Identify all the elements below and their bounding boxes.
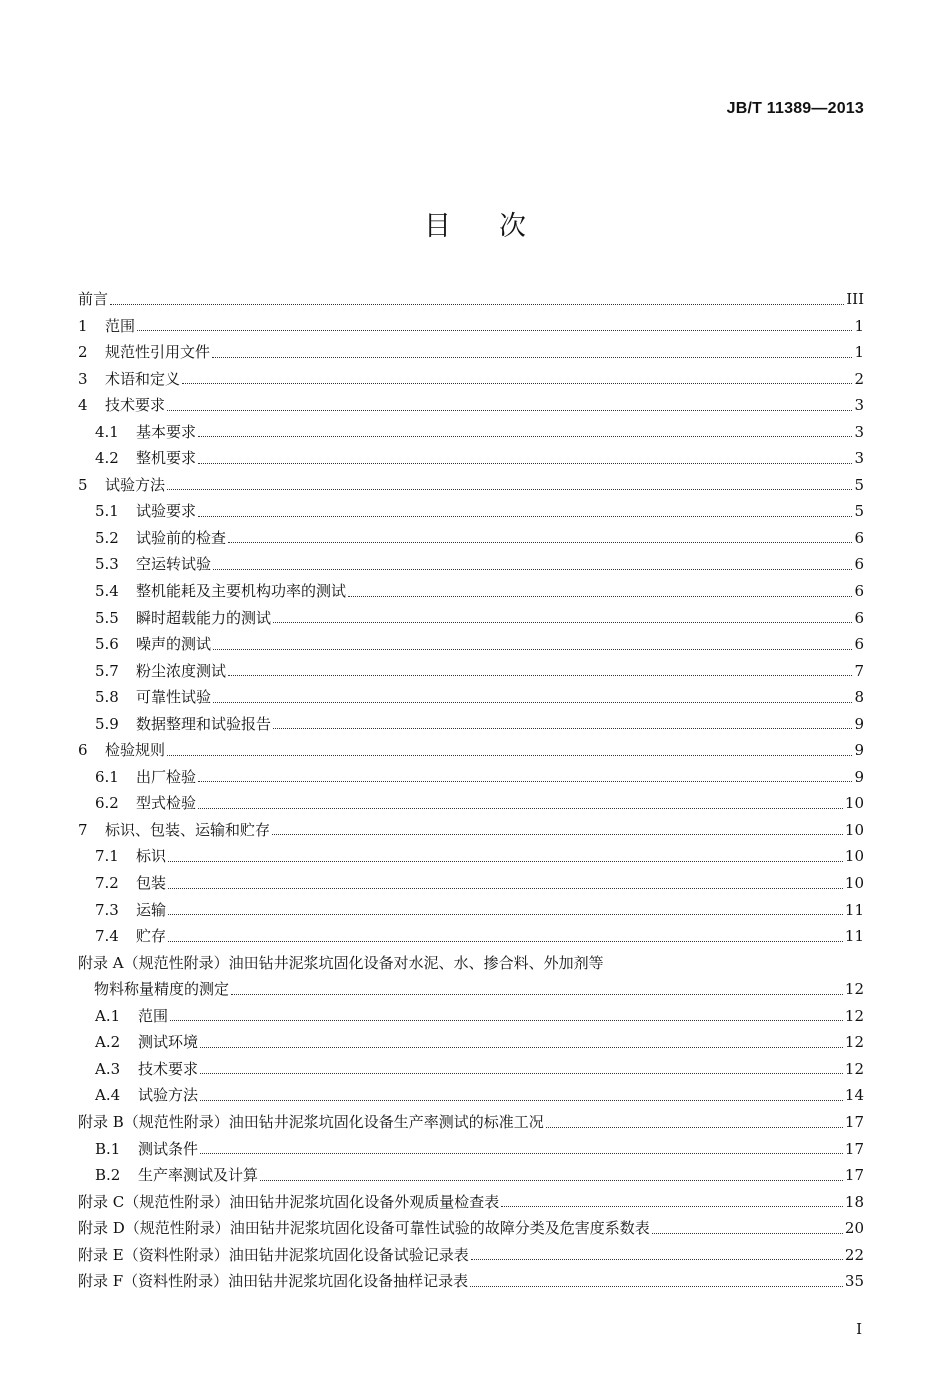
toc-entry[interactable] [78,1268,864,1295]
toc-entry-number: 4.1 [95,422,119,441]
toc-entry[interactable] [78,631,864,658]
toc-entry-number: 5.1 [95,502,119,521]
toc-entry-label: 试验要求 [136,502,197,521]
toc-entry-page: 12 [844,1033,864,1052]
toc-leader-dots [200,1099,843,1101]
toc-entry-page: 12 [844,1006,864,1025]
toc-entry-label: 标识、包装、运输和贮存 [105,820,271,839]
toc-entry-label: 出厂检验 [136,767,197,786]
toc-entry-page: 1 [854,343,864,362]
toc-entry[interactable] [78,498,864,525]
toc-entry-label: 测试环境 [138,1033,199,1052]
toc-entry[interactable] [78,419,864,446]
toc-leader-dots [273,727,852,729]
toc-leader-dots [198,780,852,782]
toc-leader-dots [170,1019,843,1021]
toc-entry-label: 噪声的测试 [136,635,212,654]
toc-entry-label: 附录 D（规范性附录）油田钻井泥浆坑固化设备可靠性试验的故障分类及危害度系数表 [78,1219,650,1238]
toc-leader-dots [110,303,844,305]
toc-entry-page: III [846,290,864,308]
toc-entry-number: 5.2 [95,528,119,547]
toc-entry[interactable] [78,764,864,791]
toc-leader-dots [168,860,843,862]
toc-entry[interactable] [78,817,864,844]
toc-entry[interactable] [78,711,864,738]
toc-leader-dots [167,409,852,411]
toc-entry-number: 5.3 [95,555,119,574]
toc-entry-label: 术语和定义 [105,369,181,388]
toc-entry-page: 3 [854,396,864,415]
toc-entry-page: 5 [854,502,864,521]
toc-leader-dots [168,887,843,889]
toc-entry-number: 7.1 [95,847,119,866]
toc-entry[interactable] [78,525,864,552]
toc-entry-page: 22 [844,1245,864,1264]
toc-leader-dots [272,833,843,835]
toc-entry-label: 生产率测试及计算 [138,1166,259,1185]
toc-leader-dots [231,993,843,995]
toc-entry-number: 6 [78,741,88,760]
toc-leader-dots [228,674,852,676]
toc-leader-dots [213,648,852,650]
toc-entry-label: 检验规则 [105,741,166,760]
toc-entry-label: 前言 [78,290,109,308]
toc-leader-dots [198,462,852,464]
toc-leader-dots [652,1232,843,1234]
toc-entry-label: 运输 [136,900,167,919]
toc-entry-number: 5.7 [95,661,119,680]
toc-entry[interactable] [78,392,864,419]
toc-entry-page: 8 [854,688,864,707]
toc-entry-label: 附录 F（资料性附录）油田钻井泥浆坑固化设备抽样记录表 [78,1272,469,1291]
toc-entry[interactable] [78,578,864,605]
toc-entry-label: 瞬时超载能力的测试 [136,608,272,627]
toc-entry-number: 5.4 [95,582,119,601]
toc-leader-dots [213,701,852,703]
toc-entry-label: 附录 E（资料性附录）油田钻井泥浆坑固化设备试验记录表 [78,1245,469,1264]
toc-entry-number: 5.6 [95,635,119,654]
toc-entry-number: 2 [78,343,88,362]
toc-entry-page: 3 [854,422,864,441]
toc-entry-page: 9 [854,714,864,733]
page-number: I [856,1320,862,1338]
toc-entry[interactable] [78,1189,864,1216]
toc-entry-number: 7 [78,820,88,839]
toc-entry[interactable] [78,684,864,711]
toc-entry-page: 6 [854,555,864,574]
toc-entry-page: 18 [844,1192,864,1211]
toc-leader-dots [200,1152,843,1154]
toc-entry-number: B.1 [95,1139,121,1158]
toc-leader-dots [168,940,843,942]
toc-entry-page: 14 [844,1086,864,1105]
toc-entry[interactable] [78,658,864,685]
toc-entry-page: 17 [844,1166,864,1185]
toc-entry[interactable] [78,366,864,393]
toc-entry[interactable] [78,1162,864,1189]
toc-entry-page: 9 [854,767,864,786]
toc-entry-page: 10 [844,874,864,893]
toc-entry-label: 粉尘浓度测试 [136,661,227,680]
toc-entry-page: 2 [854,369,864,388]
toc-entry-label: 标识 [136,847,167,866]
toc-entry-page: 6 [854,528,864,547]
toc-leader-dots [348,595,852,597]
toc-entry-number: 4.2 [95,449,119,468]
toc-entry-label: 测试条件 [138,1139,199,1158]
toc-entry[interactable] [78,1056,864,1083]
toc-entry-page: 20 [844,1219,864,1238]
toc-entry[interactable] [78,870,864,897]
toc-entry-number: 5.8 [95,688,119,707]
toc-entry-number: 7.2 [95,874,119,893]
toc-entry[interactable] [78,445,864,472]
toc-leader-dots [198,807,843,809]
table-of-contents [78,286,864,1295]
toc-entry-label: 型式检验 [136,794,197,813]
toc-entry[interactable] [78,1029,864,1056]
toc-entry-number: 5.9 [95,714,119,733]
toc-entry-number: B.2 [95,1166,121,1185]
toc-entry-label: 附录 C（规范性附录）油田钻井泥浆坑固化设备外观质量检查表 [78,1192,500,1211]
toc-leader-dots [168,913,843,915]
toc-entry[interactable] [78,1242,864,1269]
toc-entry-page: 6 [854,635,864,654]
toc-entry-page: 17 [844,1112,864,1131]
toc-entry-page: 11 [844,927,864,946]
toc-entry-number: 6.1 [95,767,119,786]
toc-entry[interactable] [78,976,864,1003]
toc-entry-number: 7.4 [95,927,119,946]
toc-entry-number: 7.3 [95,900,119,919]
toc-entry-number: A.2 [95,1033,121,1052]
toc-entry-page: 3 [854,449,864,468]
toc-entry[interactable] [78,286,864,313]
toc-leader-dots [198,515,852,517]
toc-entry-label: 整机能耗及主要机构功率的测试 [136,582,347,601]
toc-entry-page: 10 [844,794,864,813]
toc-entry[interactable] [78,605,864,632]
toc-leader-dots [228,541,852,543]
toc-entry-label: 附录 B（规范性附录）油田钻井泥浆坑固化设备生产率测试的标准工况 [78,1112,544,1131]
toc-entry[interactable] [78,950,864,977]
toc-entry-label: 技术要求 [105,396,166,415]
toc-entry-label: 技术要求 [138,1059,199,1078]
toc-leader-dots [213,568,852,570]
toc-leader-dots [182,382,852,384]
toc-entry-label: 试验前的检查 [136,528,227,547]
toc-entry-page: 12 [844,1059,864,1078]
toc-entry-label: 整机要求 [136,449,197,468]
toc-entry-number: 1 [78,316,88,335]
toc-entry-number: 4 [78,396,88,415]
toc-entry[interactable] [78,1109,864,1136]
toc-leader-dots [546,1126,843,1128]
toc-entry[interactable] [78,737,864,764]
toc-entry-page: 10 [844,847,864,866]
toc-entry[interactable] [78,472,864,499]
toc-entry-page: 17 [844,1139,864,1158]
toc-entry-label: 基本要求 [136,422,197,441]
toc-leader-dots [198,435,852,437]
toc-entry-page: 6 [854,582,864,601]
toc-entry-number: 5 [78,475,88,494]
toc-entry[interactable] [78,313,864,340]
toc-entry-label: 物料称量精度的测定 [94,980,230,999]
toc-leader-dots [471,1258,843,1260]
toc-entry-label: 附录 A（规范性附录）油田钻井泥浆坑固化设备对水泥、水、掺合料、外加剂等 [78,953,604,972]
toc-entry[interactable] [78,923,864,950]
toc-leader-dots [212,356,852,358]
toc-leader-dots [273,621,852,623]
toc-entry-label: 范围 [138,1006,169,1025]
toc-leader-dots [501,1205,843,1207]
toc-entry-number: 6.2 [95,794,119,813]
toc-entry-page: 9 [854,741,864,760]
toc-entry-label: 数据整理和试验报告 [136,714,272,733]
toc-entry-label: 包装 [136,874,167,893]
toc-entry[interactable] [78,843,864,870]
toc-entry[interactable] [78,339,864,366]
toc-entry-number: 3 [78,369,88,388]
toc-entry-page: 5 [854,475,864,494]
toc-entry[interactable] [78,1082,864,1109]
toc-entry-label: 可靠性试验 [136,688,212,707]
toc-entry[interactable] [78,551,864,578]
toc-entry-page: 1 [854,316,864,335]
toc-entry-number: A.1 [95,1006,121,1025]
toc-leader-dots [200,1072,843,1074]
toc-entry[interactable] [78,1215,864,1242]
toc-entry-label: 范围 [105,316,136,335]
toc-entry-number: 5.5 [95,608,119,627]
page-title: 目次 [424,211,574,242]
toc-entry-page: 11 [844,900,864,919]
toc-entry-page: 12 [844,980,864,999]
toc-leader-dots [470,1285,843,1287]
toc-entry-label: 试验方法 [105,475,166,494]
toc-entry-number: A.4 [95,1086,121,1105]
toc-leader-dots [167,488,852,490]
toc-entry-label: 规范性引用文件 [105,343,211,362]
toc-entry-number: A.3 [95,1059,121,1078]
toc-entry-label: 贮存 [136,927,167,946]
toc-entry-label: 空运转试验 [136,555,212,574]
toc-entry-page: 35 [844,1272,864,1291]
toc-entry-label: 试验方法 [138,1086,199,1105]
toc-leader-dots [200,1046,843,1048]
toc-entry[interactable] [78,897,864,924]
toc-entry-page: 6 [854,608,864,627]
toc-entry-page: 10 [844,820,864,839]
toc-entry[interactable] [78,1136,864,1163]
toc-entry[interactable] [78,1003,864,1030]
toc-leader-dots [167,754,852,756]
toc-entry-page: 7 [854,661,864,680]
standard-code: JB/T 11389—2013 [726,100,864,117]
toc-entry[interactable] [78,790,864,817]
toc-leader-dots [260,1179,843,1181]
toc-leader-dots [137,329,852,331]
